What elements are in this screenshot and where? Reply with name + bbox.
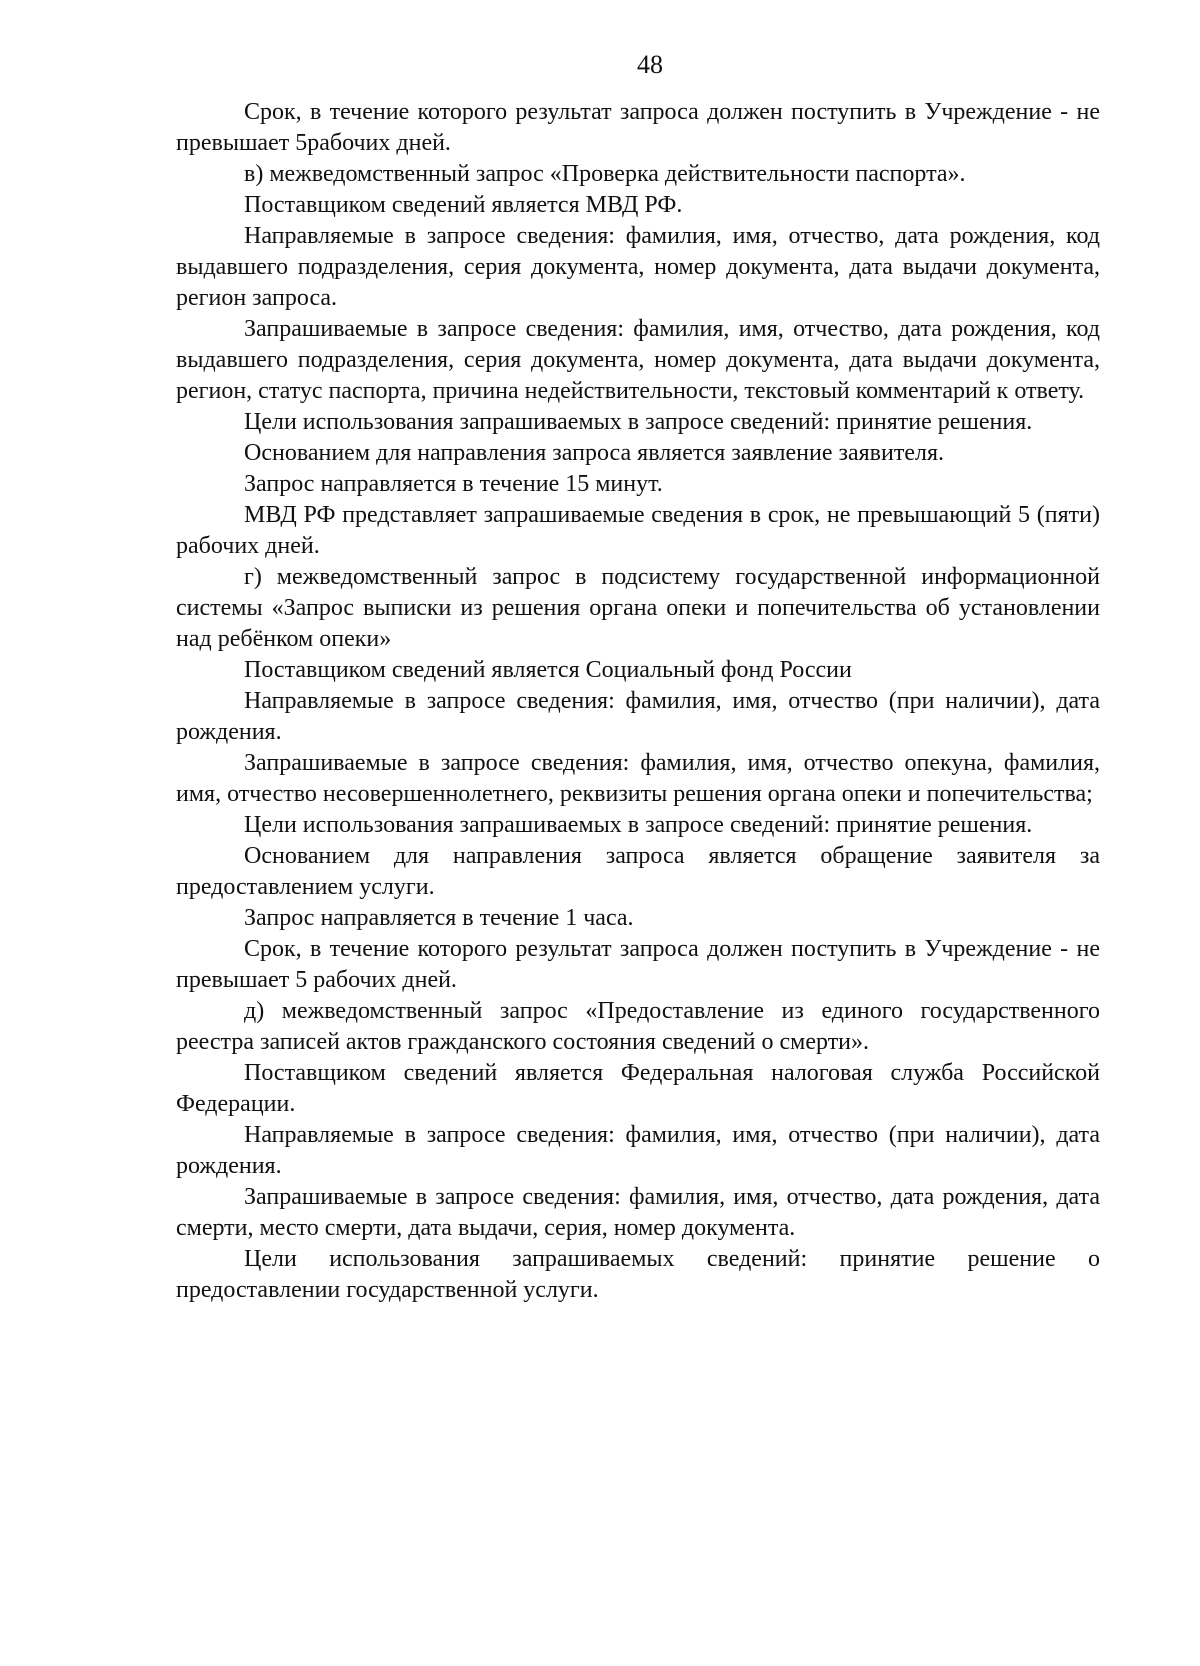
paragraph: Срок, в течение которого результат запроса должен поступить в Учреждение - не превышает 5рабочих дней. <box>176 99 1100 156</box>
paragraph: Запрашиваемые в запросе сведения: фамилия, имя, отчество, дата рождения, дата смерти, место смерти, дата выдачи, серия, номер документа. <box>176 1184 1100 1241</box>
paragraph: Запрос направляется в течение 15 минут. <box>244 471 663 497</box>
paragraph: Поставщиком сведений является Федеральная налоговая служба Российской Федерации. <box>176 1060 1100 1117</box>
paragraph: г) межведомственный запрос в подсистему государственной информационной системы «Запрос выписки из решения органа опеки и попечительства об установлении над ребёнком опеки» <box>176 564 1100 652</box>
page-number: 48 <box>637 50 663 79</box>
paragraph: Цели использования запрашиваемых сведений: принятие решение о предоставлении государственной услуги. <box>176 1246 1100 1303</box>
paragraph: МВД РФ представляет запрашиваемые сведения в срок, не превышающий 5 (пяти) рабочих дней. <box>176 502 1100 559</box>
paragraph: Основанием для направления запроса является заявление заявителя. <box>244 440 945 466</box>
paragraph: Запрашиваемые в запросе сведения: фамилия, имя, отчество опекуна, фамилия, имя, отчество несовершеннолетнего, реквизиты решения органа опеки и попечительства; <box>176 750 1100 807</box>
paragraph: в) межведомственный запрос «Проверка действительности паспорта». <box>244 161 966 187</box>
paragraph: Направляемые в запросе сведения: фамилия, имя, отчество (при наличии), дата рождения. <box>176 688 1100 745</box>
paragraph: Поставщиком сведений является МВД РФ. <box>244 192 683 218</box>
paragraph: Цели использования запрашиваемых в запросе сведений: принятие решения. <box>244 812 1033 838</box>
paragraph: Срок, в течение которого результат запроса должен поступить в Учреждение - не превышает 5 рабочих дней. <box>176 936 1100 993</box>
document-body <box>176 97 1100 1306</box>
paragraph: Цели использования запрашиваемых в запросе сведений: принятие решения. <box>244 409 1033 435</box>
paragraph: д) межведомственный запрос «Предоставление из единого государственного реестра записей актов гражданского состояния сведений о смерти». <box>176 998 1100 1055</box>
paragraph: Запрос направляется в течение 1 часа. <box>244 905 634 931</box>
paragraph: Основанием для направления запроса является обращение заявителя за предоставлением услуги. <box>176 843 1100 900</box>
paragraph: Направляемые в запросе сведения: фамилия, имя, отчество (при наличии), дата рождения. <box>176 1122 1100 1179</box>
paragraph: Запрашиваемые в запросе сведения: фамилия, имя, отчество, дата рождения, код выдавшего подразделения, серия документа, номер документа, дата выдачи документа, регион, статус паспорта, причина недействительности, текстовый комментарий к ответу. <box>176 316 1100 404</box>
paragraph: Поставщиком сведений является Социальный фонд России <box>244 657 852 683</box>
paragraph: Направляемые в запросе сведения: фамилия, имя, отчество, дата рождения, код выдавшего подразделения, серия документа, номер документа, дата выдачи документа, регион запроса. <box>176 223 1100 311</box>
